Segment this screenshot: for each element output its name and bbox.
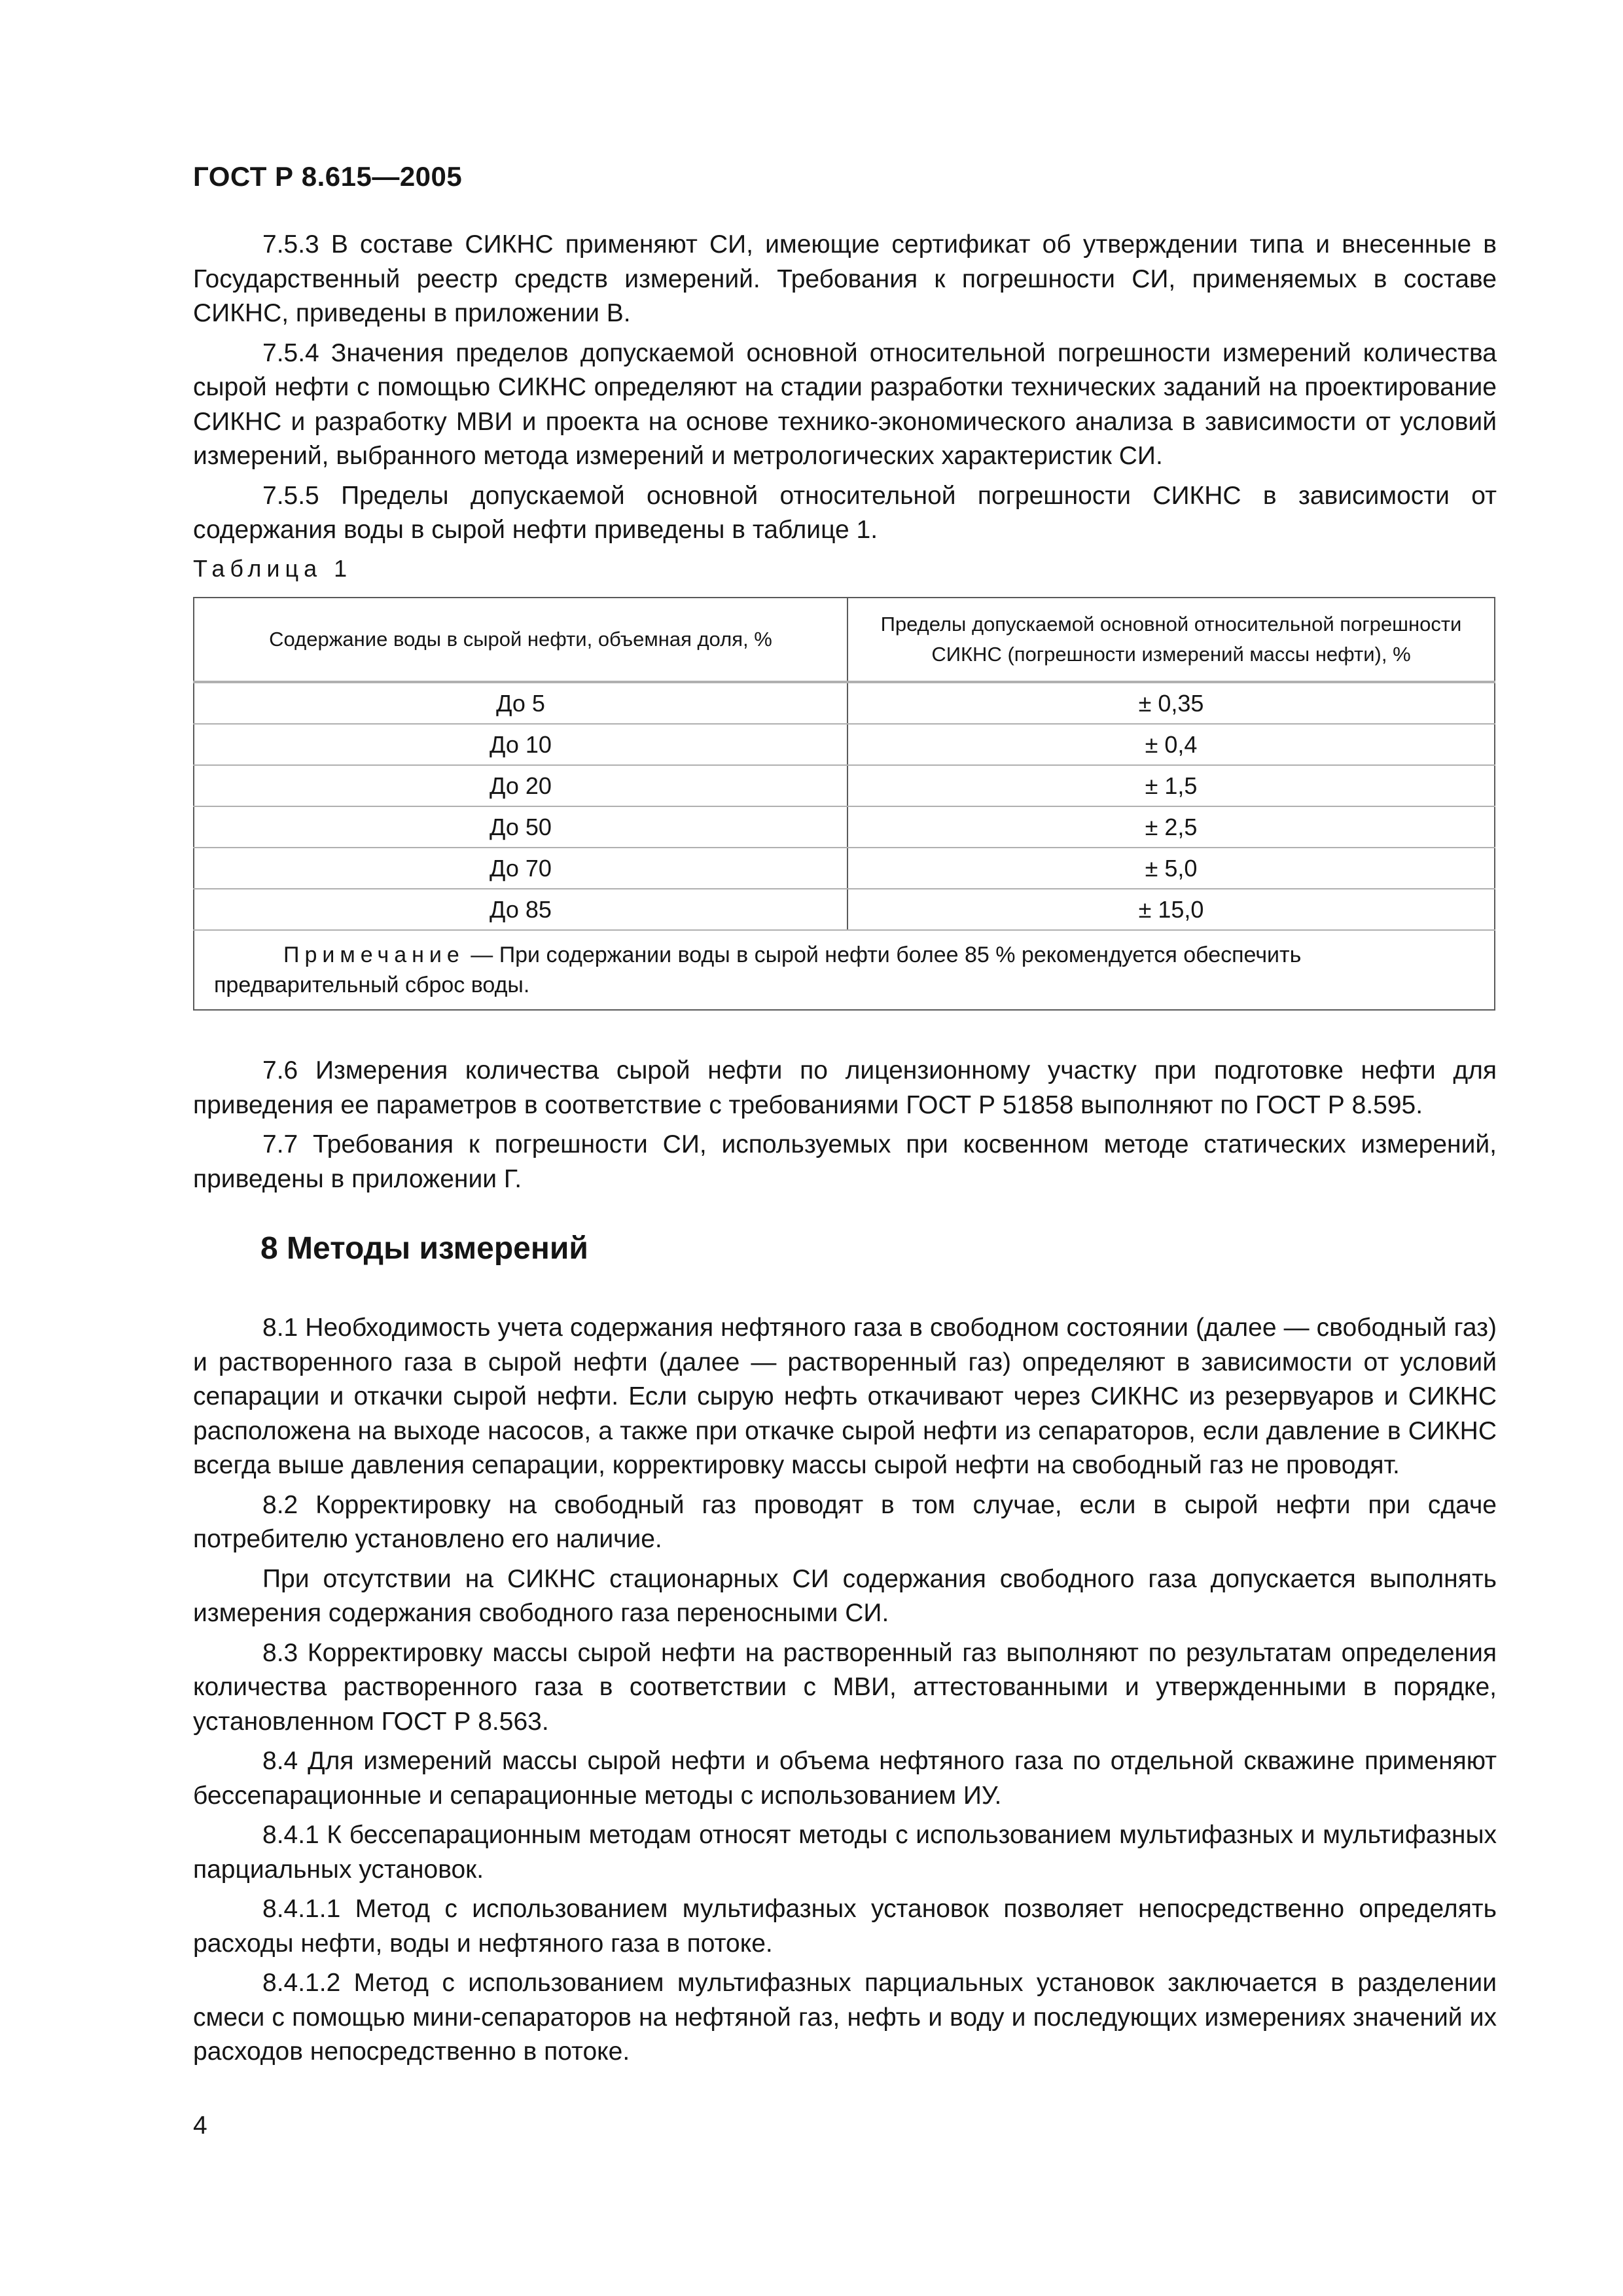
error-limit-cell: ± 15,0 xyxy=(847,889,1495,930)
top-text-block xyxy=(193,228,1497,553)
error-limit-cell: ± 5,0 xyxy=(847,848,1495,889)
table-note-row xyxy=(194,930,1495,1010)
bottom-text-block xyxy=(193,1311,1497,2075)
table-row xyxy=(194,682,1495,724)
paragraph-8-4-1: 8.4.1 К бессепарационным методам относят методы с использованием мультифазных и мультифазных парциальных установок. xyxy=(193,1821,1497,1884)
paragraph-8-4-1-1: 8.4.1.1 Метод с использованием мультифазных установок позволяет непосредственно определять расходы нефти, воды и нефтяного газа в потоке. xyxy=(193,1895,1497,1958)
column-header-error-limits: Пределы допускаемой основной относительной погрешности СИКНС (погрешности измерений массы нефти), % xyxy=(847,598,1495,682)
paragraph-7-5-3: 7.5.3 В составе СИКНС применяют СИ, имеющие сертификат об утверждении типа и внесенные в Государственный реестр средств измерений. Требования к погрешности СИ, применяемых в составе СИКНС, приведены в приложении В. xyxy=(193,230,1497,327)
paragraph-7-5-5: 7.5.5 Пределы допускаемой основной относительной погрешности СИКНС в зависимости от содержания воды в сырой нефти приведены в таблице 1. xyxy=(193,481,1497,544)
middle-text-block xyxy=(193,1054,1497,1202)
page-number: 4 xyxy=(193,2111,207,2140)
paragraph-8-1: 8.1 Необходимость учета содержания нефтяного газа в свободном состоянии (далее — свободный газ) и растворенного газа в сырой нефти (далее — растворенный газ) определяют в зависимости от условий сепарации и откачки сырой нефти. Если сырую нефть откачивают через СИКНС из резервуаров и СИКНС расположена на выходе насосов, а также при откачке сырой нефти из сепараторов, если давление в СИКНС всегда выше давления сепарации, корректировку массы сырой нефти на свободный газ не проводят. xyxy=(193,1314,1497,1479)
section-heading: 8 Методы измерений xyxy=(260,1231,588,1266)
paragraph-7-6: 7.6 Измерения количества сырой нефти по лицензионному участку при подготовке нефти для приведения ее параметров в соответствие с требованиями ГОСТ Р 51858 выполняют по ГОСТ Р 8.595. xyxy=(193,1056,1497,1119)
water-content-cell: До 10 xyxy=(194,724,847,765)
error-limit-cell: ± 1,5 xyxy=(847,765,1495,806)
table-row xyxy=(194,889,1495,930)
table-caption: Таблица 1 xyxy=(193,555,353,582)
error-limit-cell: ± 0,35 xyxy=(847,682,1495,724)
note-label: Примечание xyxy=(283,942,465,967)
paragraph-7-5-4: 7.5.4 Значения пределов допускаемой основной относительной погрешности измерений количества сырой нефти с помощью СИКНС определяют на стадии разработки технических заданий на проектирование СИКНС и разработку МВИ и проекта на основе технико-экономического анализа в зависимости от условий измерений, выбранного метода измерений и метрологических характеристик СИ. xyxy=(193,338,1497,470)
document-header: ГОСТ Р 8.615—2005 xyxy=(193,161,463,192)
paragraph-8-4: 8.4 Для измерений массы сырой нефти и объема нефтяного газа по отдельной скважине применяют бессепарационные и сепарационные методы с использованием ИУ. xyxy=(193,1747,1497,1810)
column-header-water-content: Содержание воды в сырой нефти, объемная доля, % xyxy=(194,598,847,682)
table-row xyxy=(194,806,1495,848)
table-header-row xyxy=(194,598,1495,682)
paragraph-8-2: 8.2 Корректировку на свободный газ проводят в том случае, если в сырой нефти при сдаче потребителю установлено его наличие. xyxy=(193,1490,1497,1553)
table-note xyxy=(194,930,1495,1010)
paragraph-8-2-note: При отсутствии на СИКНС стационарных СИ содержания свободного газа допускается выполнять измерения содержания свободного газа переносными СИ. xyxy=(193,1564,1497,1627)
error-limit-cell: ± 0,4 xyxy=(847,724,1495,765)
water-content-cell: До 70 xyxy=(194,848,847,889)
paragraph-7-7: 7.7 Требования к погрешности СИ, используемых при косвенном методе статических измерений, приведены в приложении Г. xyxy=(193,1130,1497,1193)
table-row xyxy=(194,765,1495,806)
table-1 xyxy=(193,597,1495,1011)
error-limit-cell: ± 2,5 xyxy=(847,806,1495,848)
water-content-cell: До 85 xyxy=(194,889,847,930)
water-content-cell: До 20 xyxy=(194,765,847,806)
paragraph-8-3: 8.3 Корректировку массы сырой нефти на растворенный газ выполняют по результатам определения количества растворенного газа в соответствии с МВИ, аттестованными и утвержденными в порядке, установленном ГОСТ Р 8.563. xyxy=(193,1638,1497,1736)
water-content-cell: До 5 xyxy=(194,682,847,724)
note-text: — При содержании воды в сырой нефти более 85 % рекомендуется обеспечить предварительный сброс воды. xyxy=(214,942,1302,997)
table-row xyxy=(194,724,1495,765)
water-content-cell: До 50 xyxy=(194,806,847,848)
paragraph-8-4-1-2: 8.4.1.2 Метод с использованием мультифазных парциальных установок заключается в разделении смеси с помощью мини-сепараторов на нефтяной газ, нефть и воду и последующих измерениях значений их расходов непосредственно в потоке. xyxy=(193,1969,1497,2066)
table-row xyxy=(194,848,1495,889)
